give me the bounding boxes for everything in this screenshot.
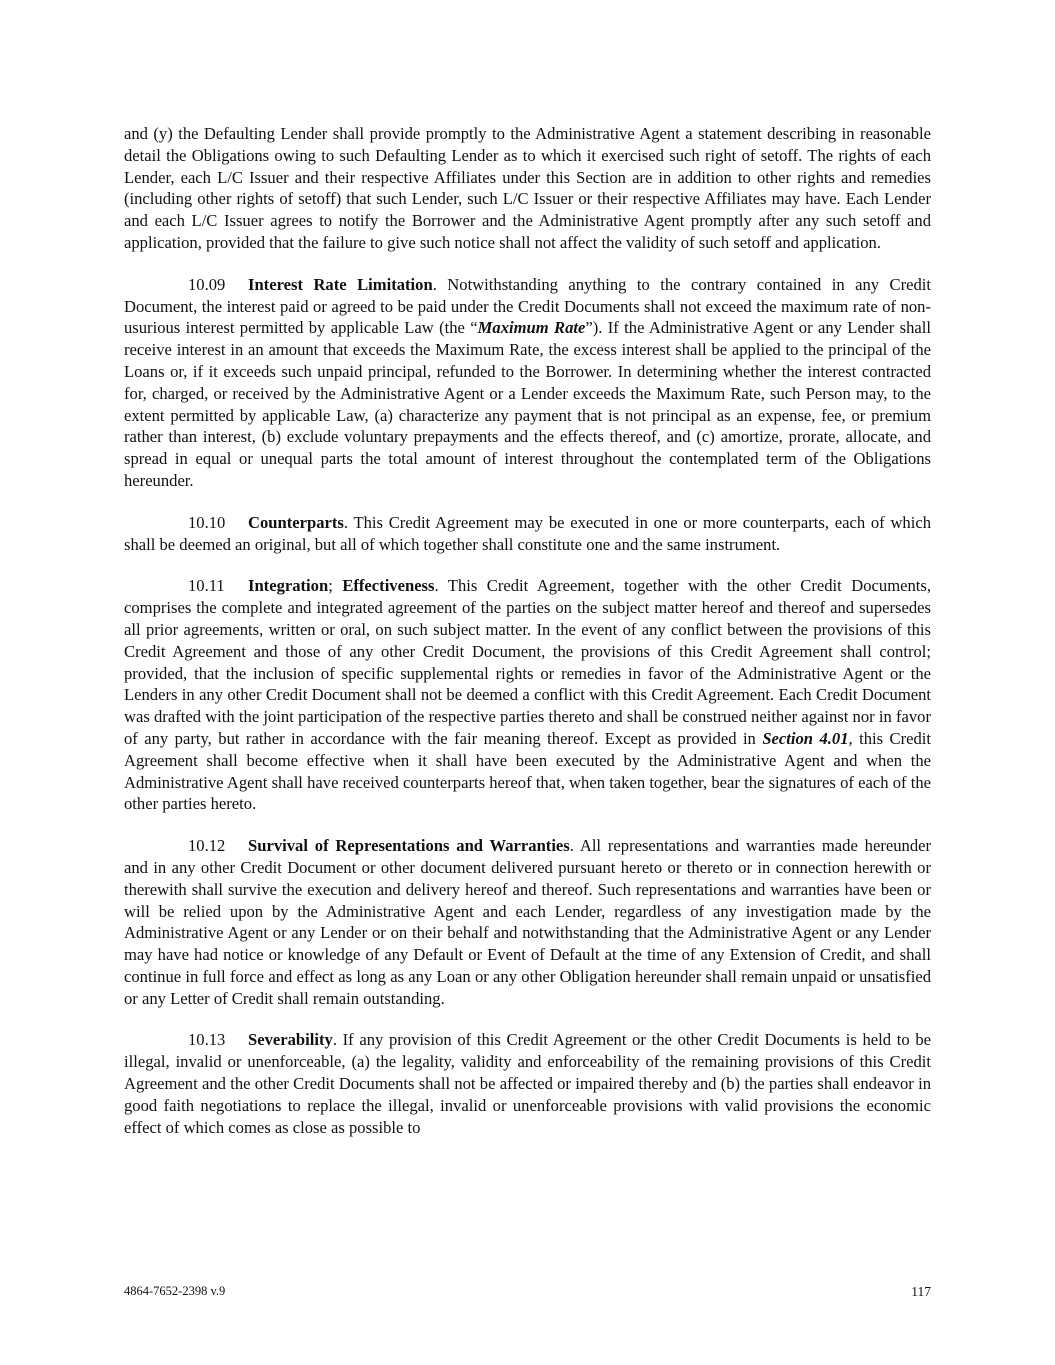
section-text: . This Credit Agreement, together with the other Credit Documents, comprises the complete and integrated agreement of the parties on the subject matter hereof and thereof and supersedes all prior agreements, written or oral, on such subject matter. In the event of any conflict between the provisions of this Credit Agreement and those of any other Credit Document, the provisions of this Credit Agreement shall control; provided, that the inclusion of specific supplemental rights or remedies in favor of the Administrative Agent or the Lenders in any other Credit Document shall not be deemed a conflict with this Credit Agreement. Each Credit Document was drafted with the joint participation of the respective parties thereto and shall be construed neither against nor in favor of any party, but rather in accordance with the fair meaning thereof. Except as provided in bbox=[124, 576, 931, 748]
section-text: . All representations and warranties made hereunder and in any other Credit Document or other document delivered pursuant hereto or thereto or in connection herewith or therewith shall survive the execution and delivery hereof and thereof. Such representations and warranties have been or will be relied upon by the Administrative Agent and each Lender, regardless of any investigation made by the Administrative Agent or any Lender or on their behalf and notwithstanding that the Administrative Agent or any Lender may have had notice or knowledge of any Default or Event of Default at the time of any Extension of Credit, and shall continue in full force and effect as long as any Loan or any other Obligation hereunder shall remain unpaid or unsatisfied or any Letter of Credit shall remain outstanding. bbox=[124, 836, 932, 1008]
section-heading: Counterparts bbox=[248, 512, 344, 532]
section-10-12 bbox=[124, 835, 931, 1009]
section-number: 10.09 bbox=[188, 274, 226, 294]
section-heading: Survival of Representations and Warranties bbox=[248, 836, 570, 856]
section-10-10 bbox=[124, 512, 931, 556]
paragraph-text: and (y) the Defaulting Lender shall provide promptly to the Administrative Agent a statement describing in reasonable detail the Obligations owing to such Defaulting Lender as to which it exercised such right of setoff. The rights of each Lender, each L/C Issuer and their respective Affiliates under this Section are in addition to other rights and remedies (including other rights of setoff) that such Lender, such L/C Issuer or their respective Affiliates may have. Each Lender and each L/C Issuer agrees to notify the Borrower and the Administrative Agent promptly after any such setoff and application, provided that the failure to give such notice shall not affect the validity of such setoff and application. bbox=[124, 124, 931, 252]
section-10-11 bbox=[124, 575, 931, 815]
section-text: , this Credit Agreement shall become effective when it shall have been executed by the Administrative Agent and when the Administrative Agent shall have received counterparts hereof that, when taken together, bear the signatures of each of the other parties hereto. bbox=[124, 728, 931, 814]
section-number: 10.10 bbox=[188, 512, 226, 532]
section-text: ”). If the Administrative Agent or any Lender shall receive interest in an amount that exceeds the Maximum Rate, the excess interest shall be applied to the principal of the Loans or, if it exceeds such unpaid principal, refunded to the Borrower. In determining whether the interest contracted for, charged, or received by the Administrative Agent or a Lender exceeds the Maximum Rate, such Person may, to the extent permitted by applicable Law, (a) characterize any payment that is not principal as an expense, fee, or premium rather than interest, (b) exclude voluntary prepayments and the effects thereof, and (c) amortize, prorate, allocate, and spread in equal or unequal parts the total amount of interest throughout the contemplated term of the Obligations hereunder. bbox=[124, 318, 931, 490]
section-text: . This Credit Agreement may be executed in one or more counterparts, each of which shall be deemed an original, but all of which together shall constitute one and the same instrument. bbox=[124, 512, 931, 554]
section-10-09 bbox=[124, 274, 931, 492]
section-number: 10.13 bbox=[188, 1030, 226, 1050]
section-reference: Section 4.01 bbox=[762, 728, 849, 748]
defined-term: Maximum Rate bbox=[477, 318, 586, 338]
section-number: 10.12 bbox=[188, 836, 226, 856]
section-10-13 bbox=[124, 1029, 931, 1138]
section-heading: Severability bbox=[248, 1030, 333, 1050]
paragraph-continuation bbox=[124, 123, 931, 254]
footer-doc-id: 4864-7652-2398 v.9 bbox=[124, 1284, 226, 1298]
section-text: . If any provision of this Credit Agreement or the other Credit Documents is held to be illegal, invalid or unenforceable, (a) the legality, validity and enforceability of the remaining provisions of this Credit Agreement and the other Credit Documents shall not be affected or impaired thereby and (b) the parties shall endeavor in good faith negotiations to replace the illegal, invalid or unenforceable provisions with valid provisions the economic effect of which comes as close as possible to bbox=[124, 1030, 931, 1137]
section-heading: Interest Rate Limitation bbox=[248, 274, 433, 294]
section-number: 10.11 bbox=[188, 576, 225, 596]
section-heading: Effectiveness bbox=[342, 576, 435, 596]
document-page bbox=[124, 123, 931, 1158]
section-heading: Integration bbox=[248, 576, 329, 596]
heading-separator: ; bbox=[328, 576, 333, 596]
section-text: . Notwithstanding anything to the contrary contained in any Credit Document, the interest paid or agreed to be paid under the Credit Documents shall not exceed the maximum rate of non-usurious interest permitted by applicable Law (the “ bbox=[124, 274, 931, 338]
footer-page-number: 117 bbox=[911, 1284, 931, 1299]
